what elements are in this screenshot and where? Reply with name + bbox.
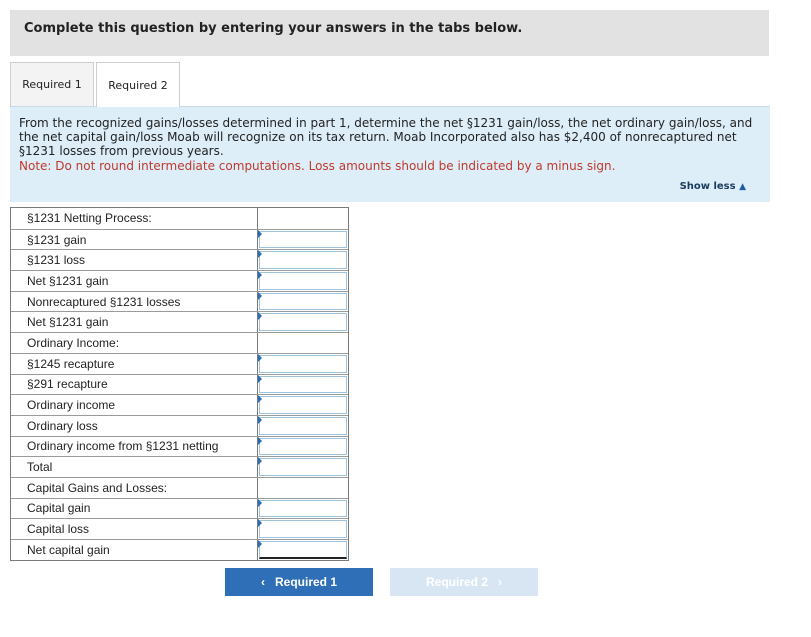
value-cell bbox=[258, 312, 348, 332]
value-cell bbox=[258, 478, 348, 498]
answer-input[interactable] bbox=[259, 438, 347, 456]
table-row bbox=[11, 498, 348, 519]
tab-bar bbox=[10, 62, 770, 106]
value-cell bbox=[258, 333, 348, 353]
input-marker-icon bbox=[258, 519, 262, 527]
table-row bbox=[11, 436, 348, 457]
value-cell bbox=[258, 250, 348, 270]
answer-input[interactable] bbox=[259, 500, 347, 518]
table-row bbox=[11, 374, 348, 395]
row-label: §1231 loss bbox=[11, 250, 258, 270]
row-label: Net §1231 gain bbox=[11, 271, 258, 291]
instructions-title: Complete this question by entering your answers in the tabs below. bbox=[24, 21, 523, 36]
table-row bbox=[11, 539, 348, 560]
row-label: §291 recapture bbox=[11, 375, 258, 395]
value-cell bbox=[258, 375, 348, 395]
value-cell bbox=[258, 540, 348, 560]
table-row bbox=[11, 291, 348, 312]
answer-input[interactable] bbox=[259, 417, 347, 435]
value-cell bbox=[258, 230, 348, 250]
row-label: Net §1231 gain bbox=[11, 312, 258, 332]
next-button-label: Required 2 bbox=[425, 575, 488, 589]
table-row bbox=[11, 353, 348, 374]
row-label: Capital Gains and Losses: bbox=[11, 478, 258, 498]
table-row bbox=[11, 270, 348, 291]
row-label: Ordinary loss bbox=[11, 416, 258, 436]
table-row bbox=[11, 477, 348, 498]
row-label: Ordinary Income: bbox=[11, 333, 258, 353]
tab-required-1[interactable] bbox=[10, 62, 94, 106]
answer-input[interactable] bbox=[259, 396, 347, 414]
row-label: §1231 gain bbox=[11, 230, 258, 250]
row-label: §1245 recapture bbox=[11, 354, 258, 374]
table-row bbox=[11, 415, 348, 436]
table-row bbox=[11, 208, 348, 229]
chevron-left-icon: ‹ bbox=[260, 575, 265, 589]
table-row bbox=[11, 456, 348, 477]
row-label: Ordinary income bbox=[11, 395, 258, 415]
tab-required-2[interactable] bbox=[96, 62, 180, 107]
input-marker-icon bbox=[258, 457, 262, 465]
question-note: Note: Do not round intermediate computations. Loss amounts should be indicated by a minus sign. bbox=[19, 159, 616, 173]
value-cell bbox=[258, 354, 348, 374]
answer-input[interactable] bbox=[259, 231, 347, 249]
input-marker-icon bbox=[258, 230, 262, 238]
input-marker-icon bbox=[258, 271, 262, 279]
answer-input[interactable] bbox=[259, 251, 347, 269]
value-cell bbox=[258, 416, 348, 436]
show-less-link[interactable] bbox=[680, 180, 746, 194]
question-text: From the recognized gains/losses determined in part 1, determine the net §1231 gain/loss, the net ordinary gain/loss, and the net capital gain/loss Moab will recognize on its tax return. Moab Incorporated also has $2,400 of nonrecaptured net §1231 losses from previous years. bbox=[19, 116, 753, 158]
input-marker-icon bbox=[258, 250, 262, 258]
answer-input[interactable] bbox=[259, 293, 347, 311]
input-marker-icon bbox=[258, 354, 262, 362]
answer-input[interactable] bbox=[259, 458, 347, 476]
row-label: Capital loss bbox=[11, 519, 258, 539]
value-cell bbox=[258, 437, 348, 457]
input-marker-icon bbox=[258, 499, 262, 507]
input-marker-icon bbox=[258, 437, 262, 445]
triangle-up-icon: ▲ bbox=[739, 182, 746, 192]
chevron-right-icon: › bbox=[498, 575, 502, 589]
instructions-banner bbox=[10, 10, 769, 56]
tab-label: Required 2 bbox=[108, 78, 168, 92]
input-marker-icon bbox=[258, 375, 262, 383]
value-cell bbox=[258, 292, 348, 312]
next-required-button[interactable] bbox=[390, 568, 538, 596]
table-row bbox=[11, 518, 348, 539]
row-label: Total bbox=[11, 457, 258, 477]
answer-input[interactable] bbox=[259, 313, 347, 331]
value-cell bbox=[258, 208, 348, 229]
answer-input[interactable] bbox=[259, 541, 347, 559]
input-marker-icon bbox=[258, 416, 262, 424]
value-cell bbox=[258, 519, 348, 539]
question-panel bbox=[10, 106, 770, 202]
prev-button-label: Required 1 bbox=[274, 575, 337, 589]
table-row bbox=[11, 311, 348, 332]
input-marker-icon bbox=[258, 292, 262, 300]
value-cell bbox=[258, 457, 348, 477]
input-marker-icon bbox=[258, 312, 262, 320]
prev-required-button[interactable] bbox=[225, 568, 373, 596]
answer-input[interactable] bbox=[259, 355, 347, 373]
value-cell bbox=[258, 271, 348, 291]
table-row bbox=[11, 249, 348, 270]
show-less-label: Show less bbox=[679, 181, 736, 192]
value-cell bbox=[258, 395, 348, 415]
tab-label: Required 1 bbox=[22, 78, 82, 91]
table-row bbox=[11, 229, 348, 250]
answer-grid bbox=[10, 207, 349, 561]
row-label: Capital gain bbox=[11, 499, 258, 519]
value-cell bbox=[258, 499, 348, 519]
answer-input[interactable] bbox=[259, 272, 347, 290]
table-row bbox=[11, 394, 348, 415]
row-label: Ordinary income from §1231 netting bbox=[11, 437, 258, 457]
answer-input[interactable] bbox=[259, 376, 347, 394]
table-row bbox=[11, 332, 348, 353]
row-label: §1231 Netting Process: bbox=[11, 208, 258, 229]
input-marker-icon bbox=[258, 540, 262, 548]
answer-input[interactable] bbox=[259, 520, 347, 538]
row-label: Nonrecaptured §1231 losses bbox=[11, 292, 258, 312]
row-label: Net capital gain bbox=[11, 540, 258, 560]
input-marker-icon bbox=[258, 395, 262, 403]
